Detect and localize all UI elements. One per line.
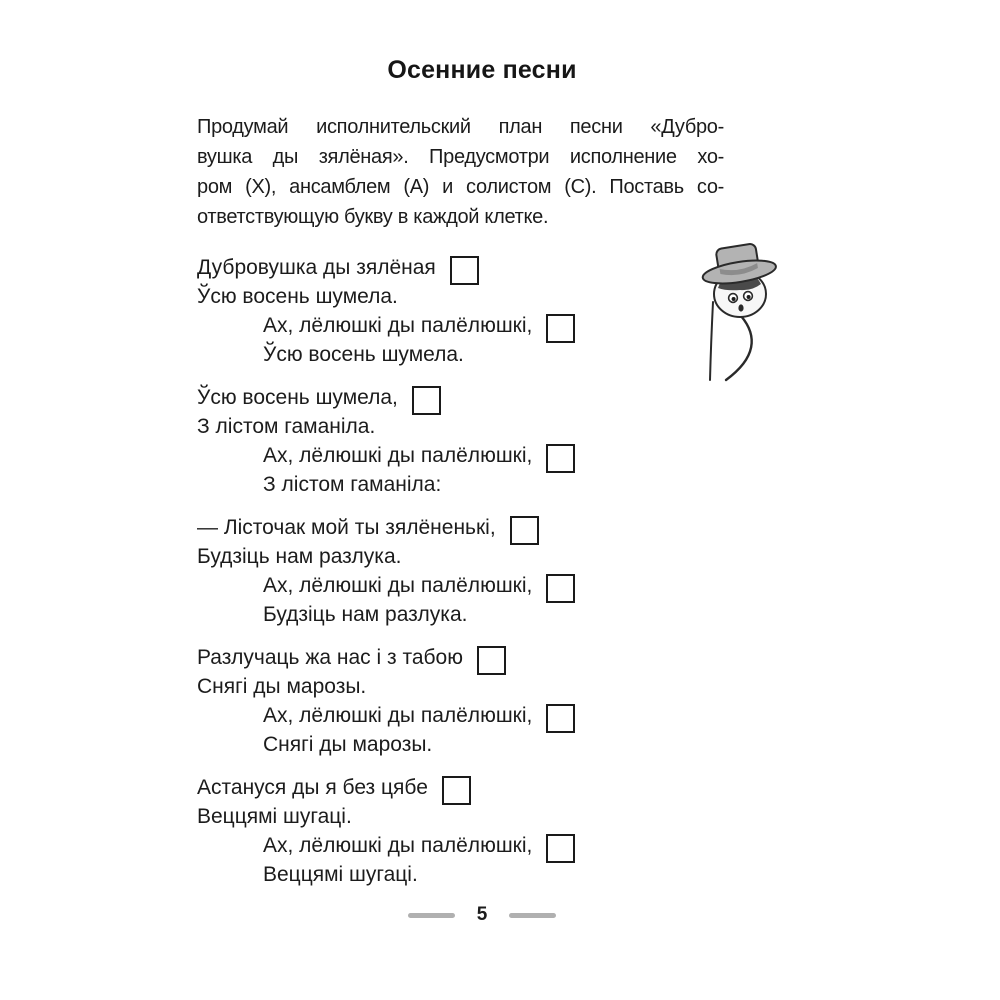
answer-checkbox[interactable] xyxy=(546,314,575,343)
answer-checkbox[interactable] xyxy=(477,646,506,675)
lyric-text: Будзіць нам разлука. xyxy=(197,545,402,568)
answer-checkbox[interactable] xyxy=(450,256,479,285)
lyric-text: Астануся ды я без цябе xyxy=(197,776,428,799)
lyric-line xyxy=(197,383,767,412)
lyric-line xyxy=(197,542,767,571)
top-hat-character-icon xyxy=(695,242,777,382)
answer-checkbox[interactable] xyxy=(510,516,539,545)
lyric-line xyxy=(197,340,767,369)
lyric-line xyxy=(197,311,767,340)
lyric-text: Ах, лёлюшкі ды палёлюшкі, xyxy=(263,314,533,337)
lyric-line xyxy=(197,571,767,600)
lyric-text: Ах, лёлюшкі ды палёлюшкі, xyxy=(263,444,533,467)
verse-block xyxy=(197,253,767,369)
page-content xyxy=(197,56,767,926)
verse-block xyxy=(197,513,767,629)
lyric-text: Ах, лёлюшкі ды палёлюшкі, xyxy=(263,834,533,857)
instruction-line: Продумай исполнительский план песни «Дубро- xyxy=(197,116,724,138)
answer-checkbox[interactable] xyxy=(546,574,575,603)
lyric-text: Будзіць нам разлука. xyxy=(263,603,468,626)
lyric-text: З лістом гаманіла. xyxy=(197,415,376,438)
lyric-line xyxy=(197,600,767,629)
answer-checkbox[interactable] xyxy=(546,834,575,863)
footer-rule-right xyxy=(509,913,556,918)
lyric-line xyxy=(197,730,767,759)
page-title: Осенние песни xyxy=(387,56,577,84)
lyric-line xyxy=(197,470,767,499)
instruction-line: ром (Х), ансамблем (А) и солистом (С). Поставь со- xyxy=(197,176,724,198)
page-footer xyxy=(197,904,767,926)
lyric-text: Снягі ды марозы. xyxy=(263,733,433,756)
lyric-text: Дубровушка ды зялёная xyxy=(197,256,436,279)
verse-block xyxy=(197,773,767,889)
lyric-text: Ўсю восень шумела. xyxy=(197,285,398,308)
lyric-line xyxy=(197,253,767,282)
lyric-text: Ах, лёлюшкі ды палёлюшкі, xyxy=(263,704,533,727)
lyric-text: Ўсю восень шумела. xyxy=(263,343,464,366)
lyric-text: З лістом гаманіла: xyxy=(263,473,442,496)
character-stem-right xyxy=(726,316,752,380)
lyric-line xyxy=(197,773,767,802)
lyric-line xyxy=(197,672,767,701)
answer-checkbox[interactable] xyxy=(442,776,471,805)
lyric-line xyxy=(197,282,767,311)
lyric-text: Веццямі шугаці. xyxy=(263,863,418,886)
lyric-line xyxy=(197,831,767,860)
lyric-text: Веццямі шугаці. xyxy=(197,805,352,828)
lyric-line xyxy=(197,412,767,441)
answer-checkbox[interactable] xyxy=(546,704,575,733)
instruction-line: ответствующую букву в каждой клетке. xyxy=(197,206,549,228)
lyric-line xyxy=(197,701,767,730)
answer-checkbox[interactable] xyxy=(546,444,575,473)
lyric-text: Ўсю восень шумела, xyxy=(197,386,398,409)
verse-block xyxy=(197,383,767,499)
task-instructions xyxy=(197,112,724,232)
answer-checkbox[interactable] xyxy=(412,386,441,415)
song-verses xyxy=(197,253,767,889)
character-pupil-right xyxy=(747,295,751,299)
character-mouth xyxy=(738,304,743,311)
lyric-line xyxy=(197,802,767,831)
character-stem-left xyxy=(710,302,713,380)
lyric-line xyxy=(197,860,767,889)
page-number: 5 xyxy=(476,904,488,925)
lyric-text: — Лісточак мой ты зялёненькі, xyxy=(197,516,496,539)
lyric-line xyxy=(197,441,767,470)
lyric-text: Снягі ды марозы. xyxy=(197,675,367,698)
instruction-line: вушка ды зялёная». Предусмотри исполнение хо- xyxy=(197,146,724,168)
lyric-line xyxy=(197,513,767,542)
lyric-line xyxy=(197,643,767,672)
character-pupil-left xyxy=(732,297,736,301)
verse-block xyxy=(197,643,767,759)
lyric-text: Ах, лёлюшкі ды палёлюшкі, xyxy=(263,574,533,597)
lyric-text: Разлучаць жа нас і з табою xyxy=(197,646,463,669)
footer-rule-left xyxy=(408,913,455,918)
